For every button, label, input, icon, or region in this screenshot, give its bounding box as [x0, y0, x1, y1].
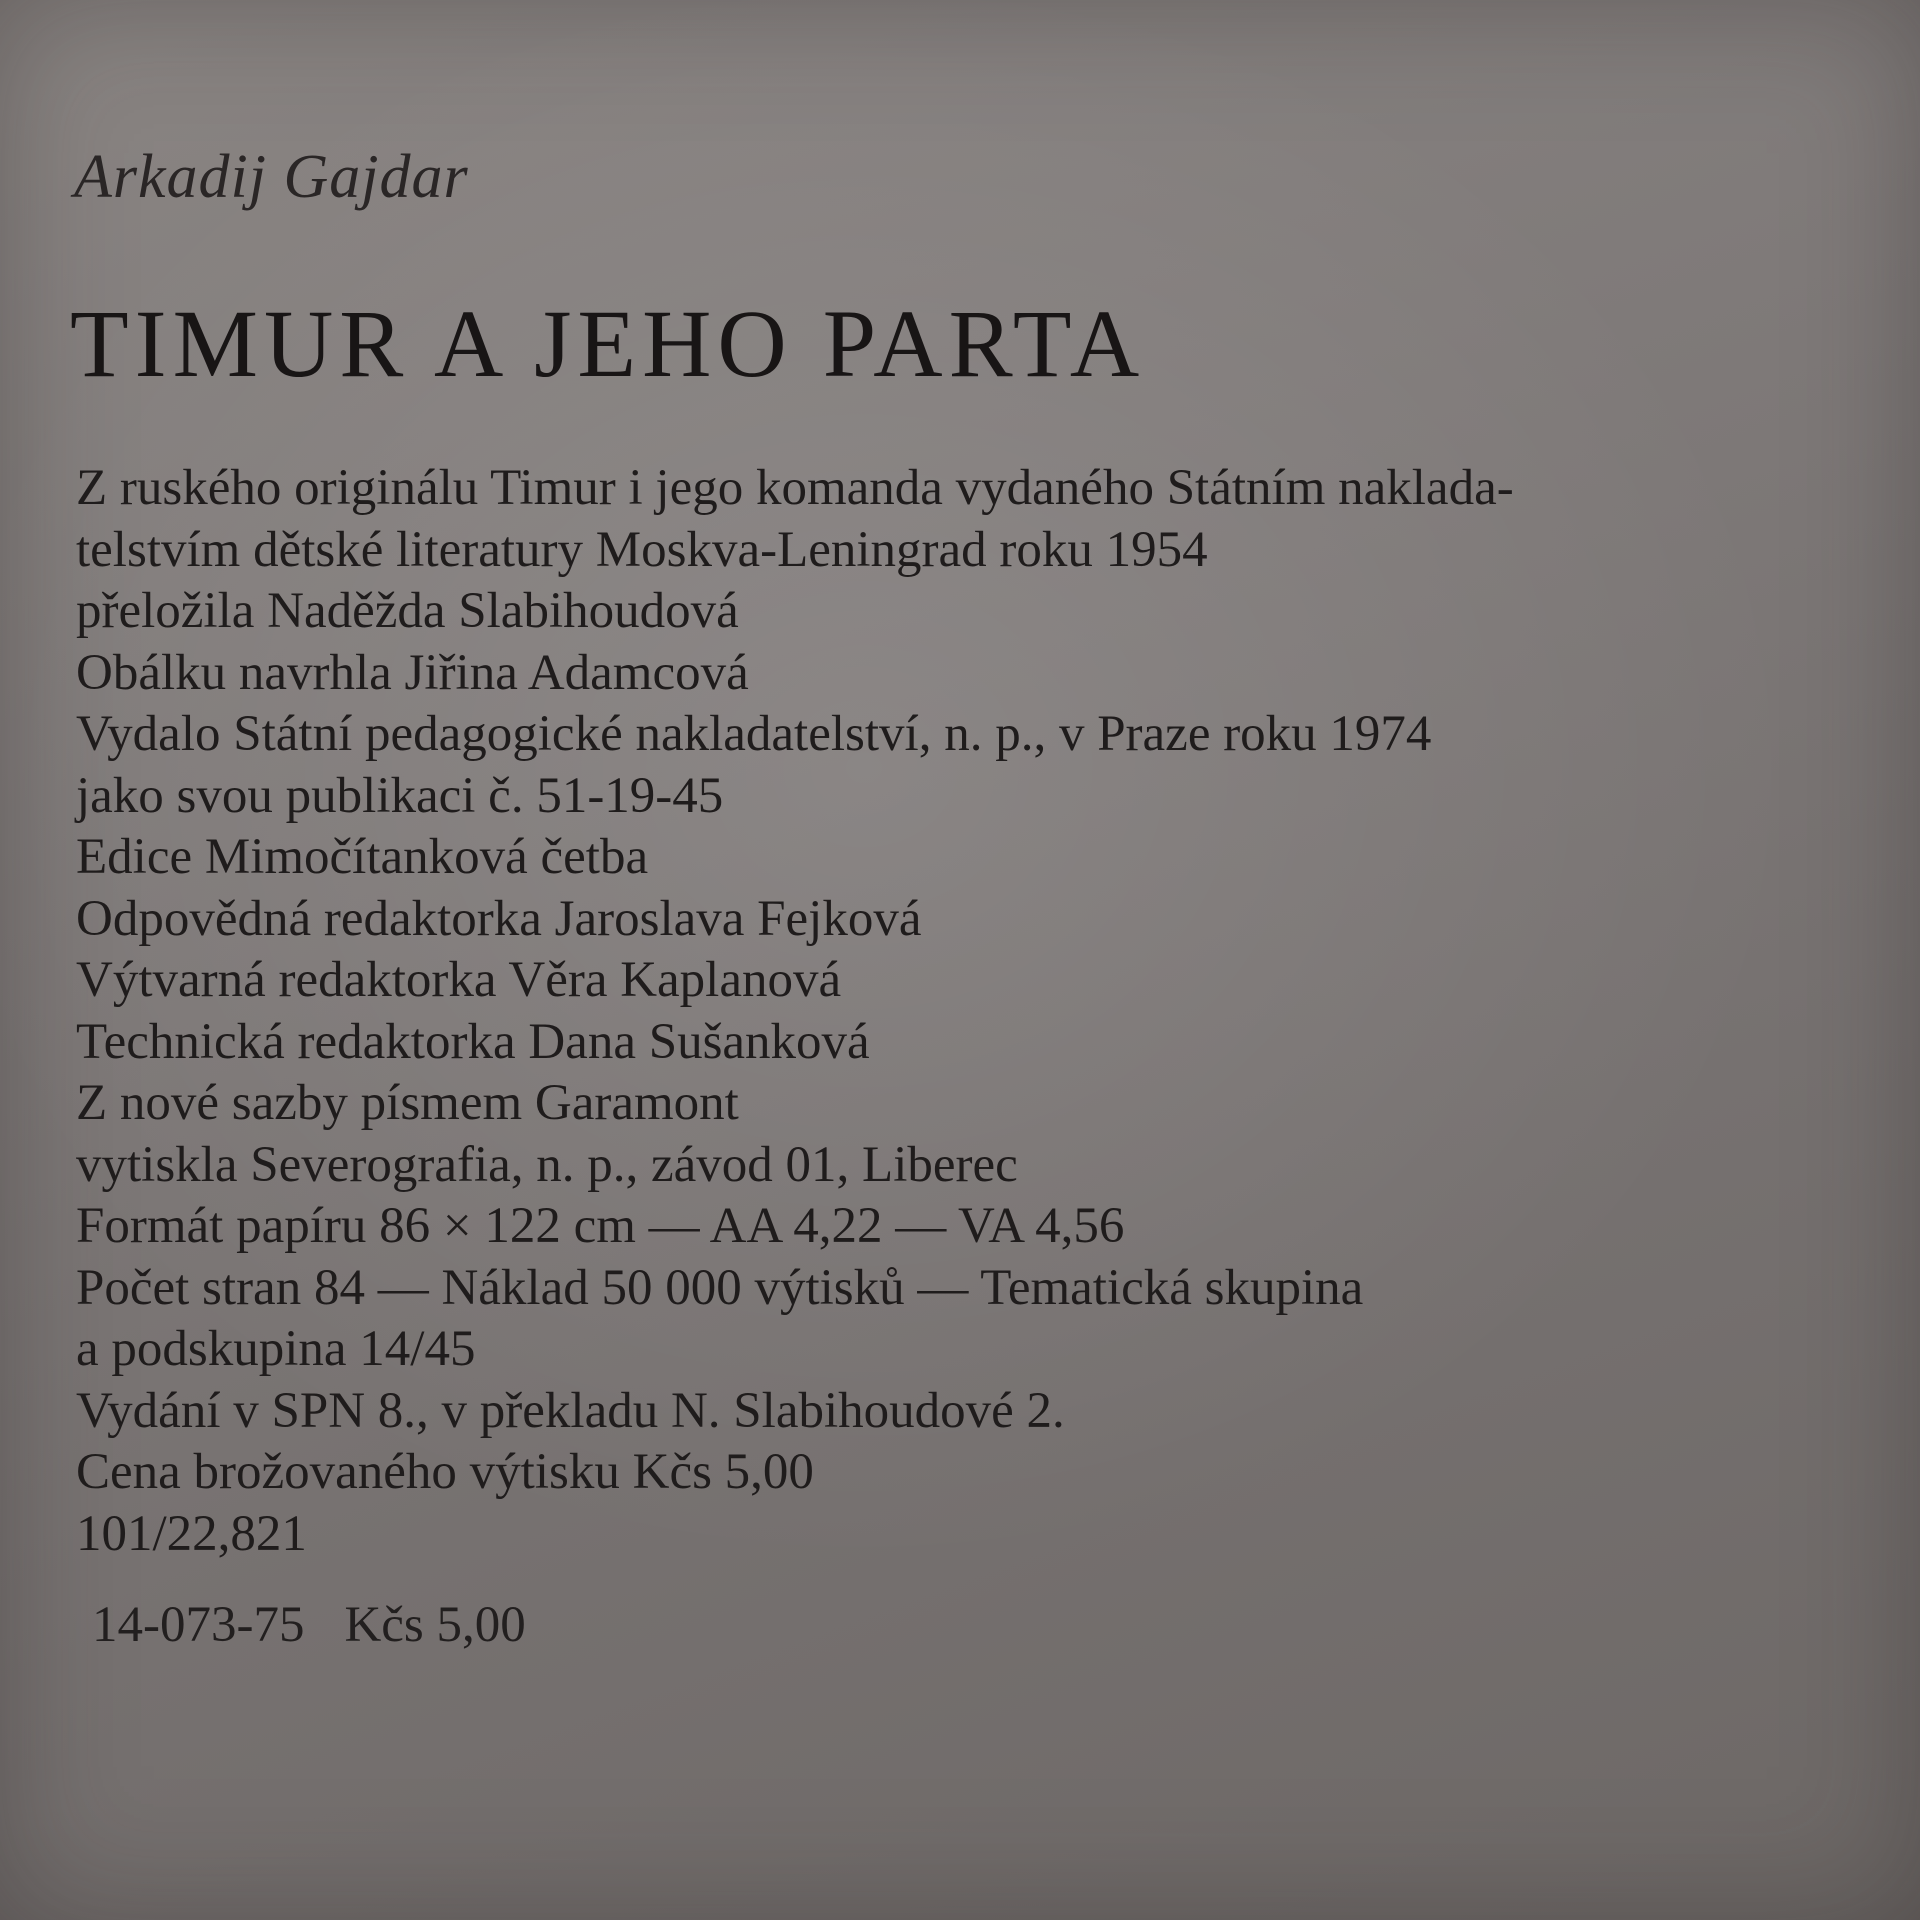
imprint-line: Cena brožovaného výtisku Kčs 5,00	[76, 1444, 814, 1500]
imprint-line: Počet stran 84 — Náklad 50 000 výtisků — Tematická skupina	[76, 1259, 1364, 1316]
book-title: TIMUR A JEHO PARTA	[70, 290, 1146, 397]
imprint-line: Formát papíru 86 × 122 cm — AA 4,22 — VA 4,56	[76, 1198, 1125, 1254]
imprint-line: Výtvarná redaktorka Věra Kaplanová	[76, 952, 842, 1008]
catalog-footer	[92, 1596, 526, 1654]
imprint-line: Z ruského originálu Timur i jego komanda vydaného Státním naklada-	[76, 460, 1514, 516]
catalog-price: Kčs 5,00	[344, 1597, 526, 1653]
imprint-line: jako svou publikaci č. 51-19-45	[76, 767, 724, 824]
imprint-line: přeložila Naděžda Slabihoudová	[76, 583, 739, 639]
imprint-line: 101/22,821	[76, 1505, 307, 1562]
imprint-line: Vydalo Státní pedagogické nakladatelství, n. p., v Praze roku 1974	[76, 706, 1432, 762]
imprint-block	[76, 458, 1856, 1565]
imprint-line: Vydání v SPN 8., v překladu N. Slabihoudové 2.	[76, 1382, 1065, 1439]
imprint-line: a podskupina 14/45	[76, 1321, 476, 1377]
imprint-line: Obálku navrhla Jiřina Adamcová	[76, 644, 749, 701]
imprint-line: Edice Mimočítanková četba	[76, 829, 649, 885]
imprint-line: telstvím dětské literatury Moskva-Leningrad roku 1954	[76, 521, 1208, 578]
catalog-code: 14-073-75	[92, 1597, 305, 1653]
imprint-line: Odpovědná redaktorka Jaroslava Fejková	[76, 890, 922, 947]
author-name: Arkadij Gajdar	[74, 143, 469, 211]
imprint-line: Technická redaktorka Dana Sušanková	[76, 1013, 870, 1070]
imprint-line: vytiskla Severografia, n. p., závod 01, Liberec	[76, 1136, 1018, 1193]
imprint-line: Z nové sazby písmem Garamont	[76, 1075, 739, 1131]
